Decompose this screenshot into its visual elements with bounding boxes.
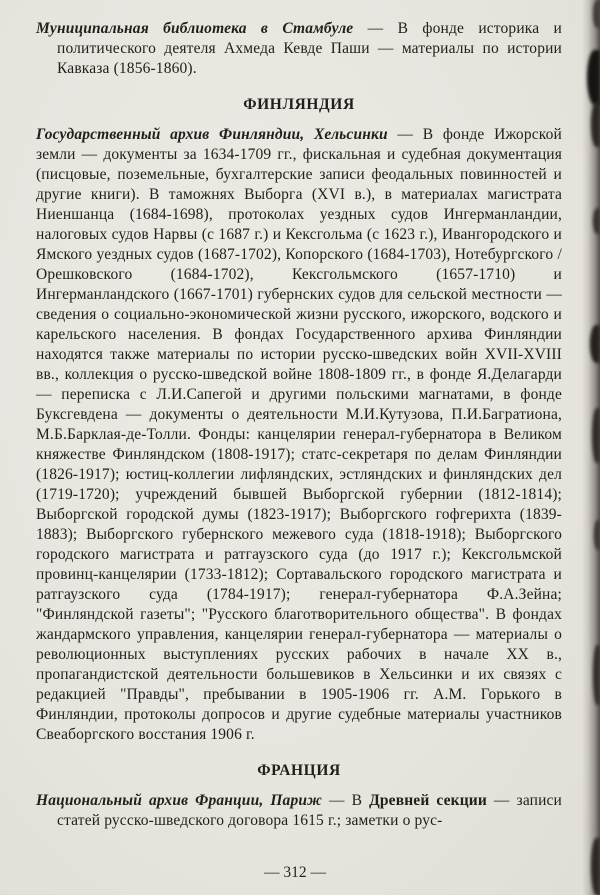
entry-text-istanbul: — В фонде историка и политического деятеля Ахмеда Кевде Паши — материалы по истории Кавказа (1856-1860).: [57, 20, 563, 77]
entry-france-archive: [36, 791, 562, 831]
entry-bold-france-section: Древней секции: [369, 792, 487, 809]
section-heading-france: ФРАНЦИЯ: [257, 762, 341, 779]
entry-title-france: Национальный архив Франции, Париж: [36, 792, 323, 809]
section-heading-finland: ФИНЛЯНДИЯ: [243, 96, 355, 113]
entry-finland-archive: [36, 125, 562, 745]
scan-smudge: [591, 838, 600, 895]
entry-text-france-after: — записи статей русско-шведского договора 1615 г.; заметки о рус-: [57, 792, 563, 829]
entry-title-istanbul: Муниципальная библиотека в Стамбуле: [36, 20, 354, 37]
entry-text-finland: — В фонде Ижорской земли — документы за 1634-1709 гг., фискальная и судебная документация (писцовые, поземельные, бухгалтерские записи феодальных повинностей и другие книги). В таможнях Выборга (XVI в.), в материалах магистрата Ниеншанца (1684-1698), протоколах уездных судов Ингерманландии, налоговых судов Нарвы (с 1687 г.) и Кексгольма (с 1623 г.), Ивангородского и Ямского уездных судов (1687-1702), Копорского (1684-1703), Нотебургского / Орешковского (1684-1702), Кексгольмского (1657-1710) и Ингерманландского (1667-1701) губернских судов для сельской местности — сведения о социально-экономической жизни русского, ижорского, водского и карельского населения. В фондах Государственного архива Финляндии находятся также материалы по истории русско-шведских войн XVII-XVIII вв., коллекция о русско-шведской войне 1808-1809 гг., в фонде Я.Делагарди — переписка с Л.И.Сапегой и другими польскими магнатами, в фонде Буксгевдена — документы о деятельности М.И.Кутузова, П.И.Багратиона, М.Б.Барклая-де-Толли. Фонды: канцелярии генерал-губернатора в Великом княжестве Финляндском (1808-1917); статс-секретаря по делам Финляндии (1826-1917); юстиц-коллегии лифляндских, эстляндских и финляндских дел (1719-1720); учреждений бывшей Выборгской губернии (1812-1814); Выборгской городской думы (1823-1917); Выборгского гофгерихта (1839-1883); Выборгского губернского межевого суда (1818-1918); Выборгского городского магистрата и ратгаузского суда (до 1917 г.); Кексгольмской провинц-канцелярии (1733-1812); Сортавальского городского магистрата и ратгаузского суда (1784-1917); генерал-губернатора Ф.А.Зейна; "Финляндской газеты"; "Русского благотворительного общества". В фондах жандармского управления, канцелярии генерал-губернатора — материалы о революционных выступлениях русских рабочих в начале XX в., пропагандистской деятельности большевиков в Хельсинки и их связях с редакцией "Правды", пребывании в 1905-1906 гг. А.М. Горького в Финляндии, протоколы допросов и другие судебные материалы участников Свеаборгского восстания 1906 г.: [36, 126, 562, 743]
entry-title-finland: Государственный архив Финляндии, Хельсинки: [36, 126, 388, 143]
page-number: — 312 —: [264, 864, 326, 881]
entry-istanbul-library: [36, 19, 562, 79]
entry-text-france-before: — В: [322, 792, 370, 809]
